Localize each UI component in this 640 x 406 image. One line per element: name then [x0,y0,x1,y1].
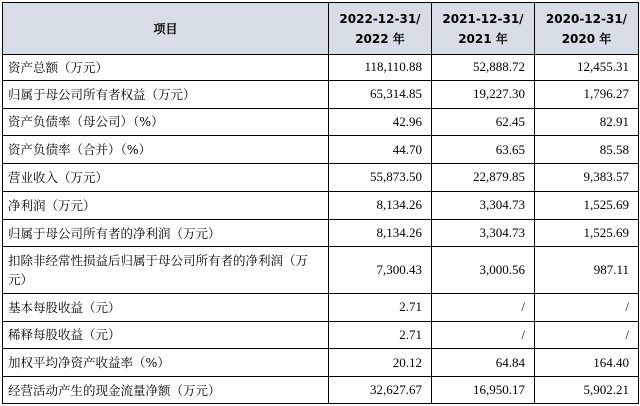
value-2021: 19,227.30 [432,80,535,108]
value-2021: 22,879.85 [432,164,535,192]
value-2021: / [432,321,535,349]
row-label: 归属于母公司所有者权益（万元） [3,80,329,108]
row-label: 净利润（万元） [3,191,329,219]
row-label: 经营活动产生的现金流量净额（万元） [3,377,329,404]
value-2022: 2.71 [329,321,432,349]
row-label: 资产负债率（合并）（%） [3,136,329,164]
value-2020: 85.58 [535,136,639,164]
value-2021: 3,000.56 [432,247,535,293]
period-year: 2020 年 [561,31,612,46]
value-2020: / [535,321,639,349]
table-row [3,136,639,164]
value-2022: 118,110.88 [329,55,432,81]
value-2022: 8,134.26 [329,219,432,247]
value-2022: 65,314.85 [329,80,432,108]
value-2020: 1,525.69 [535,219,639,247]
row-label: 资产总额（万元） [3,55,329,81]
value-2021: 64.84 [432,349,535,377]
table-row [3,321,639,349]
table-row [3,191,639,219]
value-2021: 62.45 [432,108,535,136]
value-2022: 7,300.43 [329,247,432,293]
header-row [3,3,639,55]
value-2020: 5,902.21 [535,377,639,404]
value-2021: 16,950.17 [432,377,535,404]
value-2020: 164.40 [535,349,639,377]
value-2021: 3,304.73 [432,219,535,247]
row-label: 资产负债率（母公司）（%） [3,108,329,136]
period-date: 2022-12-31/ [339,11,421,26]
value-2022: 44.70 [329,136,432,164]
row-label: 基本每股收益（元） [3,293,329,321]
value-2020: 987.11 [535,247,639,293]
row-label: 营业收入（万元） [3,164,329,192]
value-2021: 63.65 [432,136,535,164]
row-label: 扣除非经常性损益后归属于母公司所有者的净利润（万元） [3,247,329,293]
value-2022: 8,134.26 [329,191,432,219]
value-2021: 52,888.72 [432,55,535,81]
row-label: 归属于母公司所有者的净利润（万元） [3,219,329,247]
table-row [3,55,639,81]
value-2022: 2.71 [329,293,432,321]
value-2021: / [432,293,535,321]
table-row [3,247,639,293]
period-year: 2022 年 [355,31,405,46]
table-row [3,219,639,247]
header-item: 项目 [3,3,329,55]
value-2020: 12,455.31 [535,55,639,81]
table-row [3,377,639,404]
row-label: 稀释每股收益（元） [3,321,329,349]
table-row [3,349,639,377]
table-row [3,293,639,321]
value-2022: 32,627.67 [329,377,432,404]
value-2020: 82.91 [535,108,639,136]
period-date: 2020-12-31/ [545,11,628,26]
table-row [3,164,639,192]
value-2021: 3,304.73 [432,191,535,219]
header-period-2022 [329,3,432,55]
table-row [3,80,639,108]
value-2022: 20.12 [329,349,432,377]
value-2022: 55,873.50 [329,164,432,192]
value-2022: 42.96 [329,108,432,136]
value-2020: 9,383.57 [535,164,639,192]
table-row [3,108,639,136]
period-date: 2021-12-31/ [442,11,524,26]
value-2020: / [535,293,639,321]
header-period-2020 [535,3,639,55]
period-year: 2021 年 [458,31,508,46]
value-2020: 1,796.27 [535,80,639,108]
financial-indicators-table [2,2,639,404]
header-period-2021 [432,3,535,55]
row-label: 加权平均净资产收益率（%） [3,349,329,377]
value-2020: 1,525.69 [535,191,639,219]
